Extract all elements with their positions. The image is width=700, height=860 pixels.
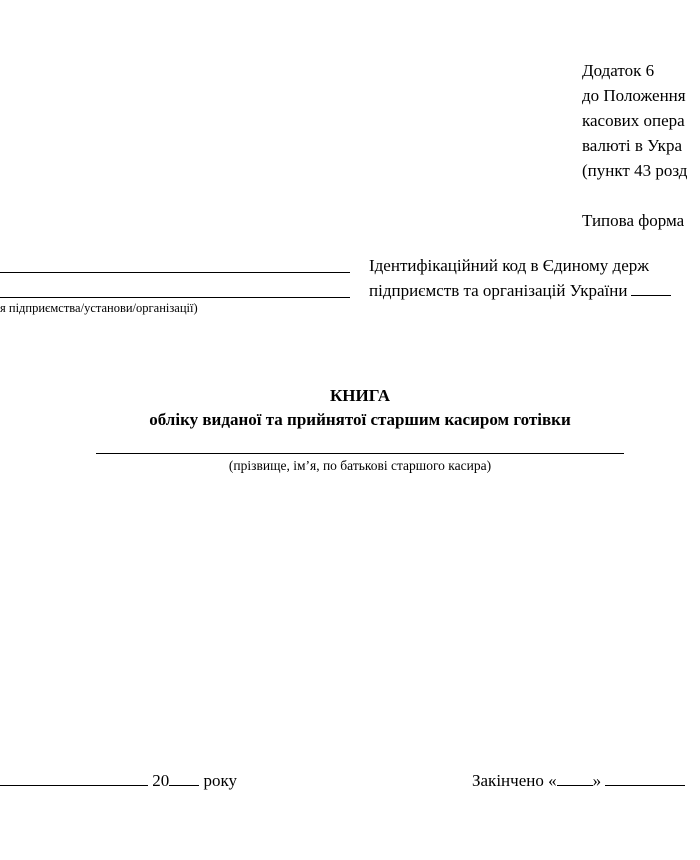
appendix-line: (пункт 43 розд [582,161,688,180]
id-code-label-line-2: підприємств та організацій України [369,278,671,303]
id-code-label-line-1: Ідентифікаційний код в Єдиному держ [369,256,650,275]
appendix-line: Додаток 6 [582,61,655,80]
organization-caption: я підприємства/установи/організації) [0,301,198,315]
appendix-line: касових опера [582,111,685,130]
finished-day-field[interactable] [557,770,593,786]
finished-quote-close: » [592,771,602,790]
started-year-prefix: 20 [152,771,170,790]
form-type-label: Типова форма [582,211,685,230]
book-title: КНИГА [329,386,390,405]
id-code-block [369,253,671,303]
finished-label: Закінчено « [472,771,557,790]
id-code-field[interactable] [631,281,671,296]
started-year-field[interactable] [169,770,199,786]
cashier-name-field[interactable] [96,453,624,454]
organization-name-field-line-1[interactable] [0,272,350,273]
appendix-line: до Положення [582,86,686,105]
book-subtitle: обліку виданої та прийнятої старшим касиром готівки [149,410,571,429]
appendix-line: валюті в Укра [582,136,682,155]
started-date-row [0,770,237,792]
appendix-block [582,58,687,233]
organization-name-field-line-2[interactable] [0,297,350,298]
cashier-caption: (прізвище, ім’я, по батькові старшого касира) [228,458,492,473]
finished-month-field[interactable] [605,770,685,786]
started-year-suffix: року [203,771,238,790]
started-date-field[interactable] [0,770,148,786]
finished-date-row [472,770,685,792]
